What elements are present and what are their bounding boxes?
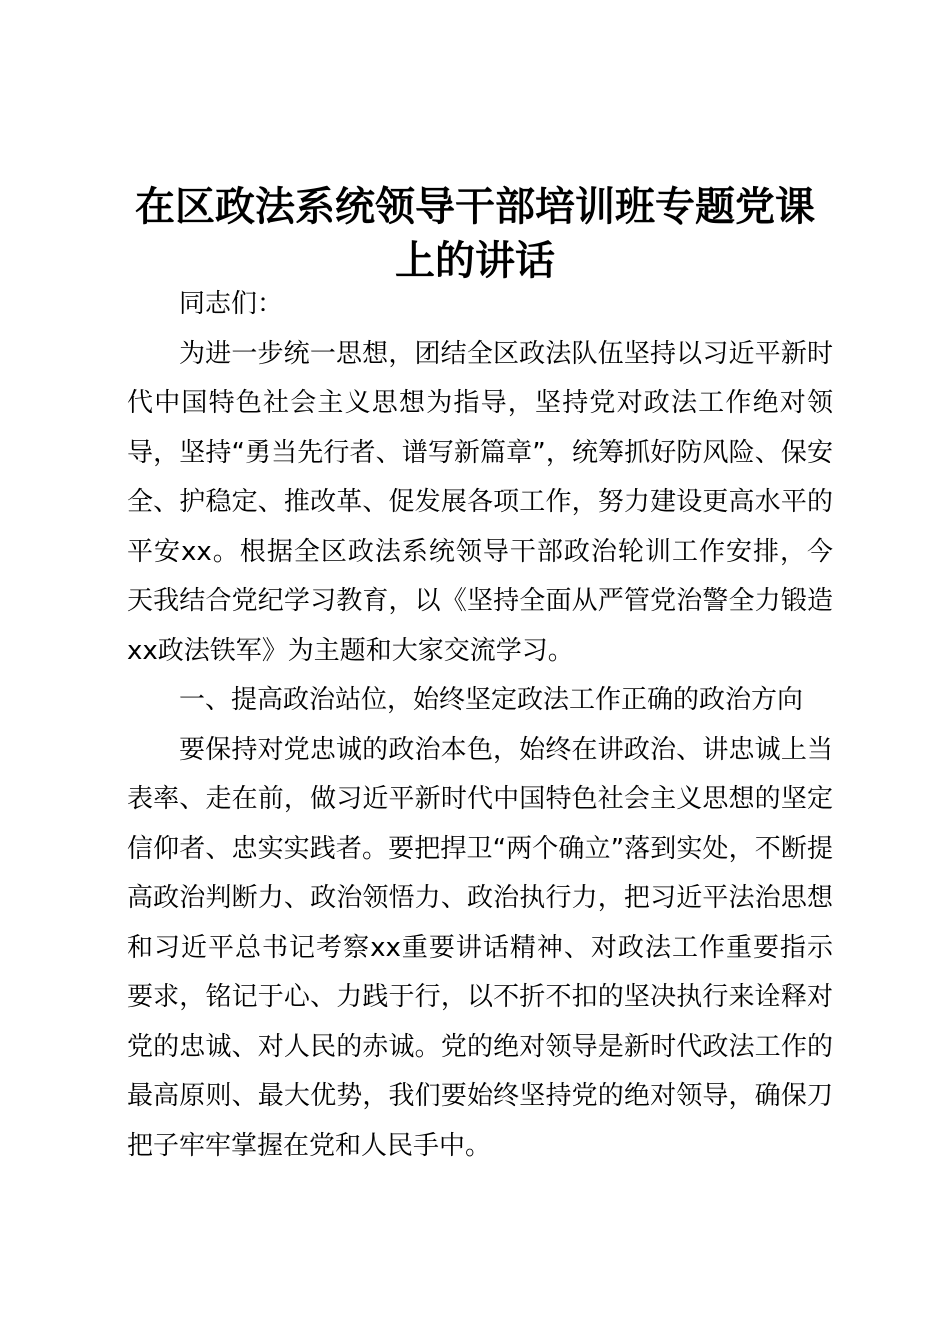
salutation: 同志们： bbox=[179, 289, 284, 319]
section-heading-1: 一、提高政治站位，始终坚定政法工作正确的政治方向 bbox=[179, 685, 804, 715]
paragraph-section-1: 要保持对党忠诚的政治本色，始终在讲政治、讲忠诚上当表率、走在前，做习近平新时代中国特色社会主义思想的坚定信仰者、忠实实践者。要把捍卫“两个确立”落到实处，不断提高政治判断力、政治领悟力、政治执行力，把习近平法治思想和习近平总书记考察xx重要讲话精神、对政法工作重要指示要求，铭记于心、力践于行，以不折不扣的坚决执行来诠释对党的忠诚、对人民的赤诚。党的绝对领导是新时代政法工作的最高原则、最大优势，我们要始终坚持党的绝对领导，确保刀把子牢牢掌握在党和人民手中。 bbox=[127, 734, 833, 1161]
document-body bbox=[127, 280, 833, 1171]
paragraph-intro: 为进一步统一思想，团结全区政法队伍坚持以习近平新时代中国特色社会主义思想为指导，坚持党对政法工作绝对领导，坚持“勇当先行者、谱写新篇章”，统筹抓好防风险、保安全、护稳定、推改革、促发展各项工作，努力建设更高水平的平安xx。根据全区政法系统领导干部政治轮训工作安排，今天我结合党纪学习教育，以《坚持全面从严管党治警全力锻造xx政法铁军》为主题和大家交流学习。 bbox=[127, 338, 833, 666]
title-line-1: 在区政法系统领导干部培训班专题党课 bbox=[135, 183, 815, 230]
document-title bbox=[100, 180, 850, 288]
title-line-2: 上的讲话 bbox=[395, 237, 555, 284]
